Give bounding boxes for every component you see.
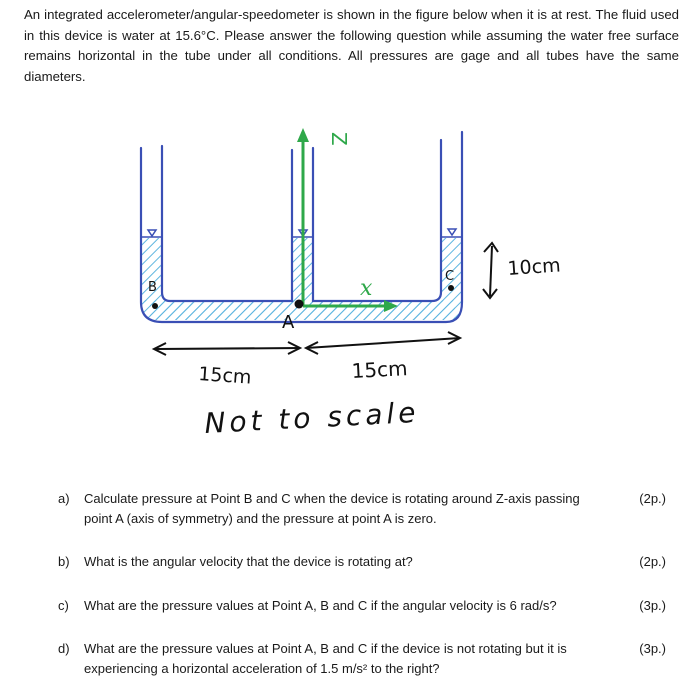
point-c-label: C	[445, 269, 455, 284]
problem-statement: An integrated accelerometer/angular-speedometer is shown in the figure below when it is at rest. The fluid used in this device is water at 15.6°C. Please answer the following question while assuming the water free surface remains horizontal in the tube under all conditions. All pressures are gage and all tubes have the same diameters.	[24, 7, 679, 84]
right-length-label: 15cm	[351, 356, 409, 383]
question-points: (3p.)	[639, 598, 666, 613]
question-text: Calculate pressure at Point B and C when the device is rotating around Z-axis passing point A (axis of symmetry) and the pressure at point A is zero.	[84, 491, 580, 526]
question-letter: d)	[58, 641, 70, 656]
height-dimension	[483, 243, 498, 298]
question-points: (2p.)	[639, 554, 666, 569]
question-points: (2p.)	[639, 491, 666, 506]
length-dimensions	[154, 332, 460, 355]
question-text: What are the pressure values at Point A, B and C if the device is not rotating but it is experiencing a horizontal acceleration of 1.5 m/s² to the right?	[84, 641, 567, 676]
question-letter: a)	[58, 491, 70, 506]
point-a-label: A	[282, 312, 295, 333]
question-letter: c)	[58, 598, 69, 613]
point-a-dot	[295, 300, 304, 309]
question-text: What are the pressure values at Point A, B and C if the angular velocity is 6 rad/s?	[84, 598, 557, 613]
height-label: 10cm	[506, 254, 562, 280]
question-letter: b)	[58, 554, 70, 569]
point-b-label: B	[148, 280, 157, 295]
point-b-dot	[152, 303, 158, 309]
point-c-dot	[448, 285, 454, 291]
question-points: (3p.)	[639, 641, 666, 656]
not-to-scale-note: Not to scale	[203, 395, 421, 440]
left-length-label: 15cm	[197, 363, 253, 389]
z-axis-label: Z	[327, 132, 351, 146]
question-text: What is the angular velocity that the device is rotating at?	[84, 554, 413, 569]
x-axis-label: x	[360, 276, 373, 301]
